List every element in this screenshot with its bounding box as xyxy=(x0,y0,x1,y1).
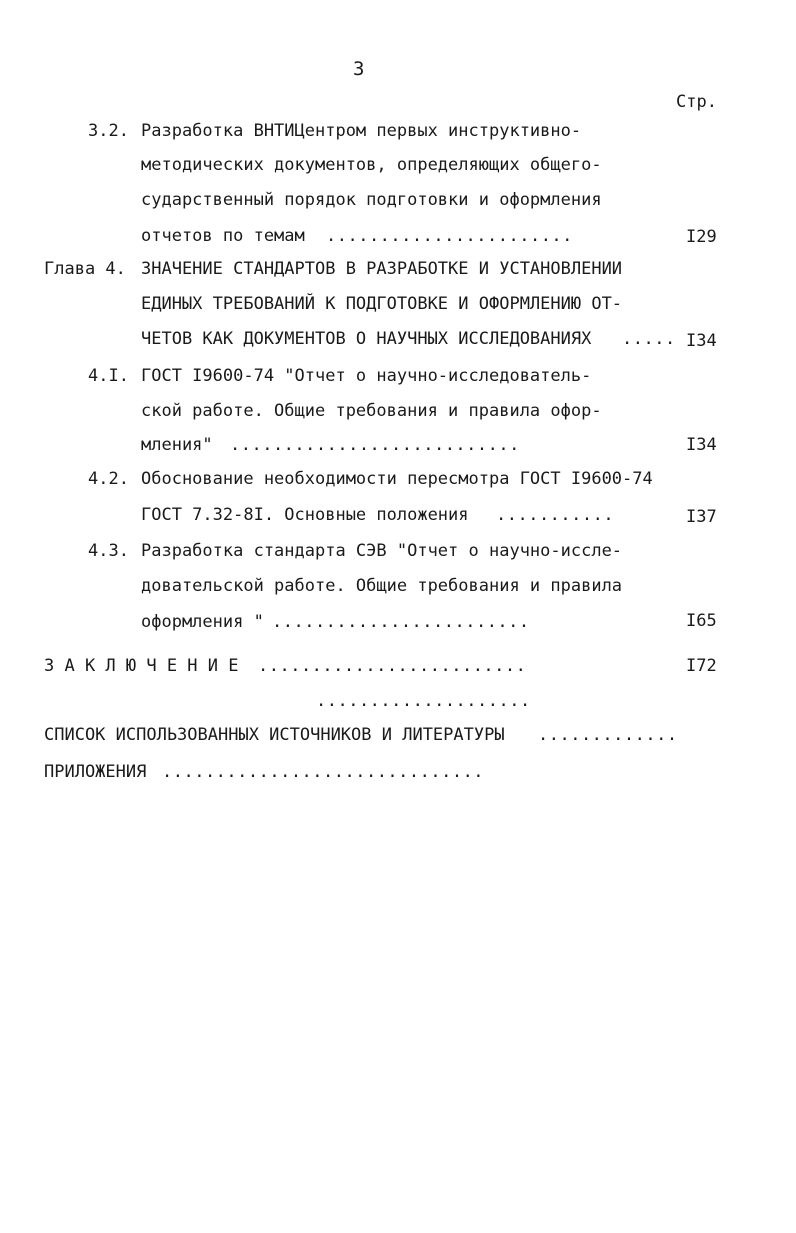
pages-column-header: Стр. xyxy=(676,92,717,112)
entry-title-line: довательской работе. Общие требования и правила xyxy=(141,576,623,596)
leader-dots: ..... xyxy=(622,329,676,349)
leader-dots: ....................... xyxy=(326,226,573,246)
entry-number: 3.2. xyxy=(88,121,129,141)
leader-dots: ............. xyxy=(538,725,678,745)
leader-dots: ........................... xyxy=(230,435,520,455)
entry-number: 4.2. xyxy=(88,469,129,489)
entry-title-line: ской работе. Общие требования и правила офор- xyxy=(141,401,602,421)
entry-page: I34 xyxy=(686,435,717,455)
entry-page: I34 xyxy=(686,331,717,351)
entry-number: 4.3. xyxy=(88,541,129,561)
entry-title-line: ГОСТ 7.32-8I. Основные положения xyxy=(141,505,469,525)
entry-title-line: отчетов по темам xyxy=(141,226,305,246)
entry-page: I29 xyxy=(686,227,717,247)
entry-number: 4.I. xyxy=(88,366,129,386)
entry-title-line: Обоснование необходимости пересмотра ГОСТ I9600-74 xyxy=(141,469,653,489)
leader-dots: ......................... xyxy=(258,656,527,676)
page-number: 3 xyxy=(353,58,365,80)
entry-page: I37 xyxy=(686,507,717,527)
entry-title-line: Разработка стандарта СЭВ "Отчет о научно-иссле- xyxy=(141,541,623,561)
entry-title-line: ЕДИНЫХ ТРЕБОВАНИЙ К ПОДГОТОВКЕ И ОФОРМЛЕНИЮ ОТ- xyxy=(141,294,623,314)
leader-dots: .............................. xyxy=(162,762,485,782)
appendix-label: ПРИЛОЖЕНИЯ xyxy=(44,762,147,782)
leader-dots: ........... xyxy=(496,505,615,525)
leader-dots: .................... xyxy=(316,691,531,711)
entry-page: I65 xyxy=(686,611,717,631)
chapter-label: Глава 4. xyxy=(44,259,126,279)
entry-title-line: методических документов, определяющих общего- xyxy=(141,155,602,175)
entry-page: I72 xyxy=(686,656,717,676)
entry-title-line: мления" xyxy=(141,435,213,455)
leader-dots: ........................ xyxy=(272,612,530,632)
entry-title-line: ЧЕТОВ КАК ДОКУМЕНТОВ О НАУЧНЫХ ИССЛЕДОВАНИЯХ xyxy=(141,329,592,349)
entry-title-line: сударственный порядок подготовки и оформления xyxy=(141,190,602,210)
sources-label: СПИСОК ИСПОЛЬЗОВАННЫХ ИСТОЧНИКОВ И ЛИТЕРАТУРЫ xyxy=(44,725,505,745)
entry-title-line: Разработка ВНТИЦентром первых инструктивно- xyxy=(141,121,582,141)
entry-title-line: ГОСТ I9600-74 "Отчет о научно-исследователь- xyxy=(141,366,592,386)
conclusion-label: З А К Л Ю Ч Е Н И Е xyxy=(44,656,239,676)
entry-title-line: оформления " xyxy=(141,612,264,632)
entry-title-line: ЗНАЧЕНИЕ СТАНДАРТОВ В РАЗРАБОТКЕ И УСТАНОВЛЕНИИ xyxy=(141,259,623,279)
